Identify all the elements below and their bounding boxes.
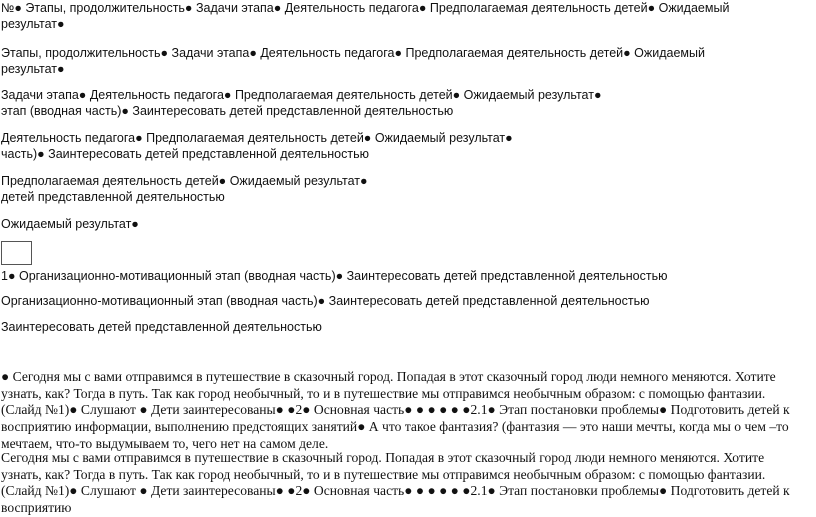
header-row-5: Предполагаемая деятельность детей● Ожидаемый результат● детей представленной деятельностью [1, 174, 368, 204]
header-row-2: Этапы, продолжительность● Задачи этапа● Деятельность педагога● Предполагаемая деятельность детей● Ожидаемый результат● [1, 46, 705, 76]
body-paragraph-1: ● Сегодня мы с вами отправимся в путешествие в сказочный город. Попадая в этот сказочный город люди немного меняются. Хотите узнать, как? Тогда в путь. Так как город необычный, то и в путешествие мы отправимся необычным образом: с помощью фантазии. (Слайд №1)● Слушают ● Дети заинтересованы● ●2● Основная часть● ● ● ● ● ●2.1● Этап постановки проблемы● Подготовить детей к восприятию информации, выполнению предстоящих занятий● А что такое фантазия? (фантазия — это наши мечты, когда мы о чем –то мечтаем, что-то выдумываем то, чего нет на самом деле. [1, 369, 790, 451]
stage-row-2: Организационно-мотивационный этап (вводная часть)● Заинтересовать детей представленной деятельностью [1, 294, 650, 308]
stage-row-3: Заинтересовать детей представленной деятельностью [1, 320, 322, 334]
body-paragraph-2: Сегодня мы с вами отправимся в путешествие в сказочный город. Попадая в этот сказочный город люди немного меняются. Хотите узнать, как? Тогда в путь. Так как город необычный, то и в путешествие мы отправимся необычным образом: с помощью фантазии. (Слайд №1)● Слушают ● Дети заинтересованы● ●2● Основная часть● ● ● ● ● ●2.1● Этап постановки проблемы● Подготовить детей к восприятию [1, 450, 790, 516]
stage-row-1: 1● Организационно-мотивационный этап (вводная часть)● Заинтересовать детей представленной деятельностью [1, 269, 668, 283]
header-row-3: Задачи этапа● Деятельность педагога● Предполагаемая деятельность детей● Ожидаемый результат● этап (вводная часть)● Заинтересовать детей представленной деятельностью [1, 88, 602, 118]
header-row-1: №● Этапы, продолжительность● Задачи этапа● Деятельность педагога● Предполагаемая деятельность детей● Ожидаемый результат● [1, 1, 730, 31]
empty-table-cell [1, 241, 32, 265]
header-row-4: Деятельность педагога● Предполагаемая деятельность детей● Ожидаемый результат● часть)● Заинтересовать детей представленной деятельностью [1, 131, 513, 161]
header-row-6: Ожидаемый результат● [1, 217, 139, 231]
